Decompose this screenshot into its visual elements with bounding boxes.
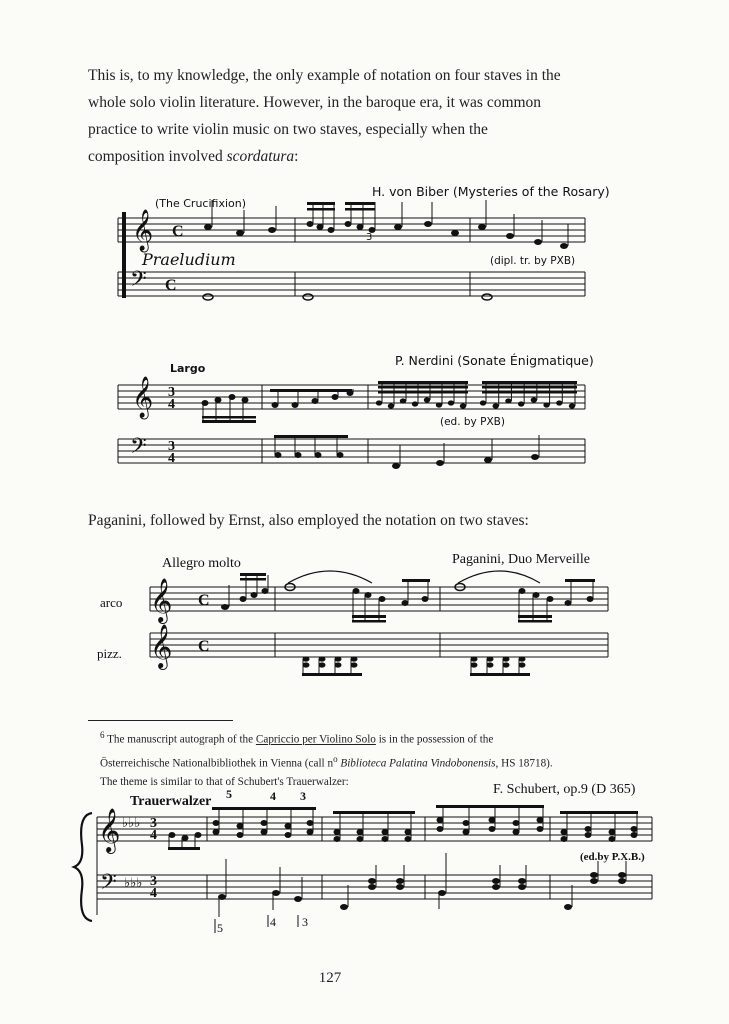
treble-clef-icon: 𝄞 — [98, 810, 121, 852]
nerdini-lower-staff — [118, 439, 585, 463]
fingering-bottom-3: 3 — [302, 915, 308, 929]
fingering-bottom-2: 4 — [270, 915, 276, 929]
footnote-l3: The theme is similar to that of Schubert's Trauerwalzer: — [100, 776, 349, 789]
paganini-tempo: Allegro molto — [162, 556, 241, 571]
upper-staff-label: arco — [100, 595, 123, 610]
sixteenth-notehead — [400, 398, 406, 403]
intro-line-1: This is, to my knowledge, the only example of notation on four staves in the — [88, 67, 561, 84]
biber-lower-notes — [203, 294, 492, 300]
page-number: 127 — [318, 970, 342, 986]
bass-clef-icon: 𝄢 — [130, 267, 147, 296]
nerdini-edition: (ed. by PXB) — [440, 416, 505, 428]
schubert-time-top: 3 — [150, 816, 157, 831]
middle-text: Paganini, followed by Ernst, also employed the notation on two staves: — [88, 512, 529, 529]
footnote-l2-italic: Biblioteca Palatina Vindobonensis — [337, 757, 496, 770]
schubert-score — [0, 775, 729, 935]
schubert-upper-notes — [168, 805, 638, 850]
treble-clef-icon: 𝄞 — [132, 377, 154, 417]
biber-edition: (dipl. tr. by PXB) — [490, 255, 576, 267]
schubert-lower-notes — [218, 853, 626, 917]
schubert-lower-time-top: 3 — [150, 874, 157, 889]
footnote-title-link: Capriccio per Violino Solo — [255, 733, 376, 746]
footnote-l2-pre: Österreichische Nationalbibliothek in Vienna (call n — [100, 757, 334, 770]
biber-score — [0, 180, 729, 310]
treble-clef-icon: 𝄞 — [132, 210, 154, 250]
biber-tempo: Praeludium — [142, 250, 236, 269]
intro-line-3: practice to write violin music on two staves, especially when the — [88, 121, 488, 138]
sixteenth-notehead — [412, 401, 418, 406]
sixteenth-notehead — [376, 400, 382, 405]
paganini-lower-time-sig: C — [198, 638, 210, 655]
paganini-upper-time-sig: C — [198, 592, 210, 609]
nerdini-upper-staff — [118, 385, 585, 409]
treble-clef-icon: 𝄞 — [150, 626, 173, 668]
footnote-rule — [88, 720, 233, 721]
biber-time-sig: C — [172, 223, 184, 240]
biber-lower-time-sig: C — [165, 277, 177, 294]
nerdini-time-bottom: 4 — [168, 397, 175, 412]
sixteenth-notehead — [531, 397, 537, 402]
schubert-lower-time-bottom: 4 — [150, 886, 157, 901]
sixteenth-notehead — [569, 403, 575, 408]
paganini-lower-staff — [150, 633, 608, 657]
schubert-composer: F. Schubert, op.9 (D 365) — [493, 782, 636, 797]
sixteenth-notehead — [460, 403, 466, 408]
brace-icon — [122, 212, 126, 298]
sixteenth-notehead — [505, 398, 511, 403]
sixteenth-notehead — [388, 403, 394, 408]
sixteenth-notehead — [480, 400, 486, 405]
fingering-bottom-1: 5 — [217, 921, 223, 935]
biber-subtitle: (The Crucifixion) — [155, 197, 247, 210]
middle-paragraph — [88, 507, 628, 534]
sixteenth-notehead — [436, 402, 442, 407]
footnote-l1-post: is in the possession of the — [375, 733, 494, 746]
schubert-upper-staff — [97, 817, 652, 915]
paganini-score — [0, 545, 729, 680]
intro-line-4-post: : — [294, 148, 299, 165]
scordatura-term: scordatura — [226, 148, 295, 165]
grand-staff-brace-icon — [74, 813, 92, 921]
paganini-upper-notes — [221, 571, 595, 623]
nerdini-time-top: 3 — [168, 385, 175, 400]
lower-staff-label: pizz. — [97, 646, 122, 661]
biber-triplet-number: 3 — [366, 232, 373, 243]
footnote-l1-pre: The manuscript autograph of the — [104, 733, 256, 746]
schubert-edition: (ed.by P.X.B.) — [580, 851, 645, 863]
intro-line-2: whole solo violin literature. However, in the baroque era, it was common — [88, 94, 542, 111]
bass-key-sig-flats-icon: ♭♭♭ — [124, 875, 143, 890]
biber-composer: H. von Biber (Mysteries of the Rosary) — [372, 184, 610, 199]
bass-clef-icon: 𝄢 — [130, 434, 147, 463]
sixteenth-notehead — [424, 397, 430, 402]
nerdini-lower-notes — [274, 435, 539, 469]
sixteenth-notehead — [448, 400, 454, 405]
nerdini-composer: P. Nerdini (Sonate Énigmatique) — [395, 353, 594, 368]
sixteenth-notehead — [543, 402, 549, 407]
treble-clef-icon: 𝄞 — [150, 580, 173, 622]
fingering-top-2: 4 — [270, 789, 276, 803]
nerdini-lower-time-bottom: 4 — [168, 451, 175, 466]
intro-line-4-pre: composition involved — [88, 148, 227, 165]
paganini-composer: Paganini, Duo Merveille — [452, 552, 591, 567]
nerdini-score — [0, 345, 729, 470]
nerdini-tempo: Largo — [170, 362, 206, 375]
intro-paragraph — [88, 62, 628, 170]
sixteenth-notehead — [518, 401, 524, 406]
schubert-tempo: Trauerwalzer — [130, 794, 212, 809]
sixteenth-notehead — [556, 400, 562, 405]
paganini-lower-notes — [302, 656, 530, 676]
bass-clef-icon: 𝄢 — [100, 870, 117, 899]
key-sig-flats-icon: ♭♭♭ — [122, 815, 141, 830]
footnote-l2-post: , HS 18718). — [495, 757, 553, 770]
footnote-l2-sup: o — [333, 753, 338, 764]
footnote-marker: 6 — [100, 730, 105, 740]
nerdini-lower-time-top: 3 — [168, 439, 175, 454]
fingering-top-1: 5 — [226, 787, 232, 801]
biber-notes-m2 — [307, 202, 460, 236]
fingering-top-3: 3 — [300, 789, 306, 803]
schubert-time-bottom: 4 — [150, 828, 157, 843]
biber-lower-staff — [118, 272, 585, 296]
sixteenth-notehead — [493, 403, 499, 408]
